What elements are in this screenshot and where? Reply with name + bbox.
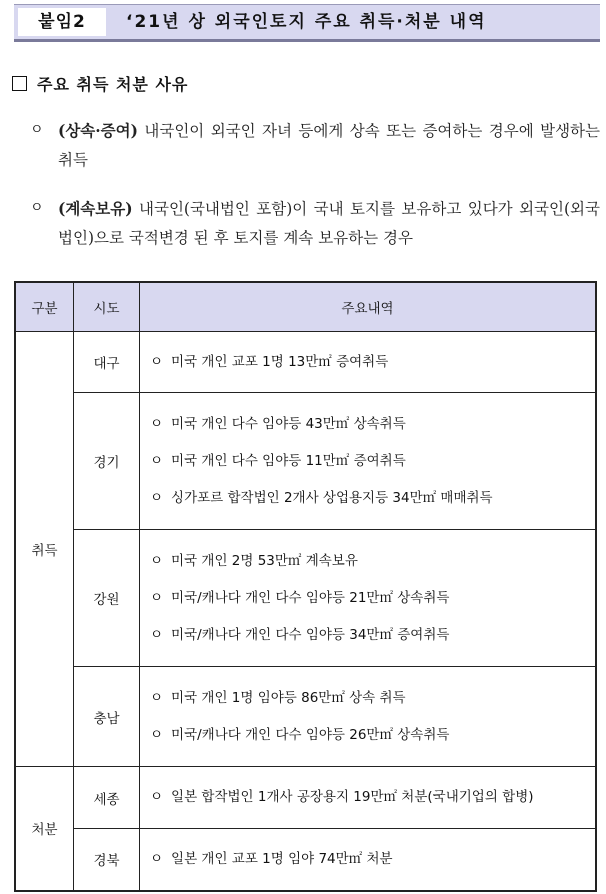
- region-cell: 대구: [74, 332, 140, 393]
- region-cell: 강원: [74, 530, 140, 667]
- reason-lead: (계속보유): [58, 199, 133, 218]
- detail-item: [150, 344, 595, 381]
- category-cell: 취득: [15, 332, 74, 767]
- detail-item: [150, 406, 595, 443]
- document-title: ‘21년 상 외국인토지 주요 취득·처분 내역: [126, 12, 487, 32]
- reason-continued-holding: [30, 194, 600, 253]
- detail-text: 미국 개인 다수 임야등 43만㎡ 상속취득: [171, 415, 406, 432]
- detail-item: [150, 717, 595, 754]
- detail-text: 일본 개인 교포 1명 임야 74만㎡ 처분: [171, 850, 393, 867]
- detail-text: 미국 개인 2명 53만㎡ 계속보유: [171, 552, 358, 569]
- table-row: [15, 829, 596, 891]
- bullet-icon: ㅇ: [150, 850, 164, 867]
- bullet-icon: ㅇ: [150, 726, 164, 743]
- detail-item: [150, 580, 595, 617]
- section-heading-text: 주요 취득 처분 사유: [37, 75, 189, 94]
- region-cell: 경기: [74, 393, 140, 530]
- details-cell: [140, 393, 597, 530]
- table-body: [15, 332, 596, 891]
- details-cell: [140, 829, 597, 891]
- detail-text: 미국/캐나다 개인 다수 임야등 34만㎡ 증여취득: [171, 626, 450, 643]
- bullet-icon: ㅇ: [150, 689, 164, 706]
- region-cell: 충남: [74, 667, 140, 767]
- reason-text: 내국인(국내법인 포함)이 국내 토지를 보유하고 있다가 외국인(외국법인)으로 국적변경 된 후 토지를 계속 보유하는 경우: [58, 200, 600, 247]
- bullet-icon: ㅇ: [150, 552, 164, 569]
- bullet-icon: ㅇ: [150, 452, 164, 469]
- detail-item: [150, 680, 595, 717]
- detail-item: [150, 480, 595, 517]
- detail-text: 미국/캐나다 개인 다수 임야등 21만㎡ 상속취득: [171, 589, 450, 606]
- detail-item: [150, 543, 595, 580]
- detail-item: [150, 443, 595, 480]
- detail-text: 싱가포르 합작법인 2개사 상업용지등 34만㎡ 매매취득: [171, 489, 493, 506]
- region-cell: 세종: [74, 767, 140, 829]
- bullet-icon: ㅇ: [30, 200, 44, 216]
- bullet-icon: ㅇ: [150, 789, 164, 805]
- detail-text: 일본 합작법인 1개사 공장용지 19만㎡ 처분(국내기업의 합병): [171, 789, 534, 805]
- bullet-icon: ㅇ: [150, 489, 164, 506]
- attachment-tag: 붙임2: [18, 8, 106, 36]
- details-cell: [140, 530, 597, 667]
- document-header: [14, 4, 600, 42]
- reason-text: 내국인이 외국인 자녀 등에게 상속 또는 증여하는 경우에 발생하는 취득: [58, 122, 600, 169]
- detail-item: [150, 841, 595, 878]
- category-cell: 처분: [15, 767, 74, 891]
- detail-text: 미국 개인 교포 1명 13만㎡ 증여취득: [171, 353, 389, 370]
- table-row: [15, 530, 596, 667]
- bullet-icon: ㅇ: [150, 589, 164, 606]
- details-cell: [140, 667, 597, 767]
- reason-body: [58, 194, 600, 253]
- reason-inheritance: [30, 116, 600, 175]
- column-header-region: 시도: [74, 282, 140, 332]
- bullet-icon: ㅇ: [150, 353, 164, 370]
- table-header-row: [15, 282, 596, 332]
- reason-body: [58, 116, 600, 175]
- land-transaction-table: [14, 281, 597, 892]
- column-header-category: 구분: [15, 282, 74, 332]
- table-row: [15, 767, 596, 829]
- detail-item: [150, 779, 595, 816]
- reason-lead: (상속·증여): [58, 121, 138, 140]
- details-cell: [140, 767, 597, 829]
- bullet-icon: ㅇ: [150, 415, 164, 432]
- detail-text: 미국/캐나다 개인 다수 임야등 26만㎡ 상속취득: [171, 726, 450, 743]
- bullet-icon: ㅇ: [150, 626, 164, 643]
- section-heading: [12, 72, 188, 95]
- table-row: [15, 667, 596, 767]
- table-row: [15, 393, 596, 530]
- checkbox-icon: [12, 76, 27, 91]
- detail-item: [150, 617, 595, 654]
- detail-text: 미국 개인 다수 임야등 11만㎡ 증여취득: [171, 452, 406, 469]
- region-cell: 경북: [74, 829, 140, 891]
- bullet-icon: ㅇ: [30, 122, 44, 138]
- column-header-details: 주요내역: [140, 282, 597, 332]
- table-row: [15, 332, 596, 393]
- details-cell: [140, 332, 597, 393]
- detail-text: 미국 개인 1명 임야등 86만㎡ 상속 취득: [171, 689, 406, 706]
